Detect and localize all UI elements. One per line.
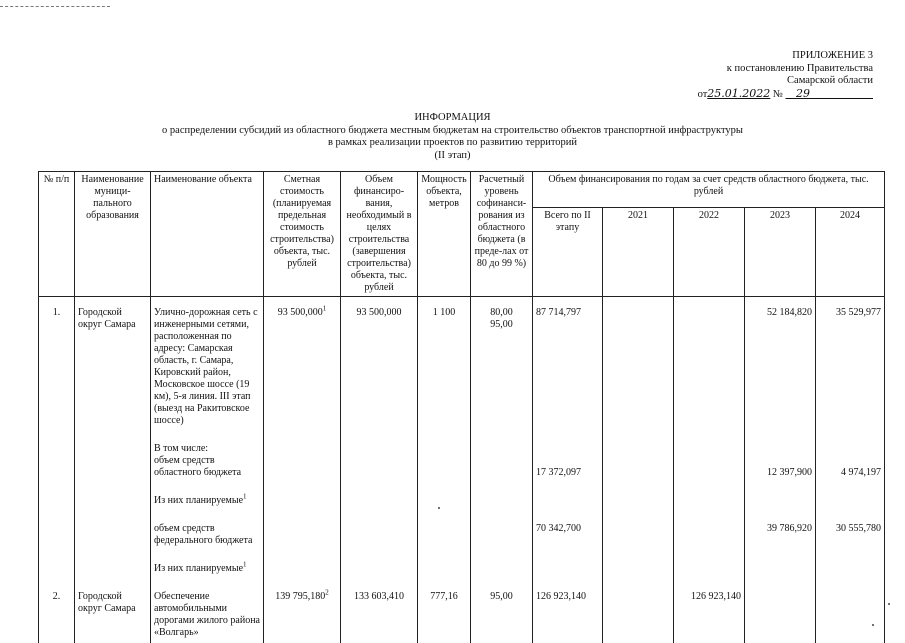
header-cofinancing: Расчетный уровень софинанси-рования из областного бюджета (в преде-лах от 80 до 99 %) bbox=[471, 172, 533, 297]
table-row: В том числе: объем средств областного бюджета 17 372,097 12 397,900 4 974,197 bbox=[39, 429, 885, 481]
header-years-group: Объем финансирования по годам за счет средств областного бюджета, тыс. рублей bbox=[533, 172, 885, 208]
header-2022: 2022 bbox=[674, 208, 745, 297]
scan-speck bbox=[888, 603, 890, 605]
table-row: объем средств федерального бюджета 70 342,700 39 786,920 30 555,780 bbox=[39, 509, 885, 549]
header-capacity: Мощность объекта, метров bbox=[418, 172, 471, 297]
title-line-2: в рамках реализации проектов по развитию территорий bbox=[327, 137, 578, 148]
table-row: 1. Городской округ Самара Улично-дорожная сеть с инженерными сетями, расположенная по адресу: Самарская область, г. Самара, Кировский район, Московское шоссе (19 км), 5-я линия. III этап (выезд на Ракитовское шоссе) 93 500,000$^1$ 93 500,000 1 100 80,00 95,00 87 714,797 52 184,820 35 529,977 bbox=[39, 297, 885, 430]
title-line-3: (II этап) bbox=[434, 149, 471, 161]
header-cost: Сметная стоимость (планируемая предельная стоимость строительства) объекта, тыс. рублей bbox=[264, 172, 341, 297]
header-2023: 2023 bbox=[745, 208, 816, 297]
header-num: № п/п bbox=[39, 172, 75, 297]
header-object: Наименование объекта bbox=[151, 172, 264, 297]
header-2024: 2024 bbox=[816, 208, 885, 297]
header-2021: 2021 bbox=[603, 208, 674, 297]
appendix-region: Самарской области bbox=[787, 75, 873, 86]
document-title bbox=[0, 112, 905, 162]
header-total: Всего по II этапу bbox=[533, 208, 603, 297]
title-line-1: о распределении субсидий из областного бюджета местным бюджетам на строительство объектов транспортной инфраструктуры bbox=[162, 124, 743, 136]
appendix-decree: к постановлению Правительства bbox=[726, 62, 873, 74]
table-row: Из них планируемые$^1$ bbox=[39, 549, 885, 577]
table-row: Из них планируемые$^1$ bbox=[39, 481, 885, 509]
appendix-date-line: от25.01.2022 № 29 bbox=[698, 88, 873, 102]
scan-artifact-line bbox=[0, 6, 110, 7]
table-row: 2. Городской округ Самара Обеспечение автомобильными дорогами жилого района «Волгарь» 139 795,180$^2$ 133 603,410 777,16 95,00 126 923,140 126 923,140 bbox=[39, 577, 885, 643]
header-funding-volume: Объем финансиро-вания, необходимый в целях строительства (завершения строительства) объекта, тыс. рублей bbox=[341, 172, 418, 297]
header-row-1 bbox=[39, 172, 885, 208]
subsidy-table bbox=[38, 171, 885, 643]
appendix-number: 29 bbox=[796, 86, 811, 100]
header-municipality: Наименование муници-пального образования bbox=[75, 172, 151, 297]
scan-speck bbox=[872, 624, 874, 626]
appendix-title: ПРИЛОЖЕНИЕ 3 bbox=[792, 50, 873, 61]
title-heading: ИНФОРМАЦИЯ bbox=[414, 112, 491, 123]
scan-speck bbox=[438, 507, 440, 509]
appendix-date: 25.01.2022 bbox=[707, 86, 771, 100]
appendix-block bbox=[698, 50, 873, 101]
